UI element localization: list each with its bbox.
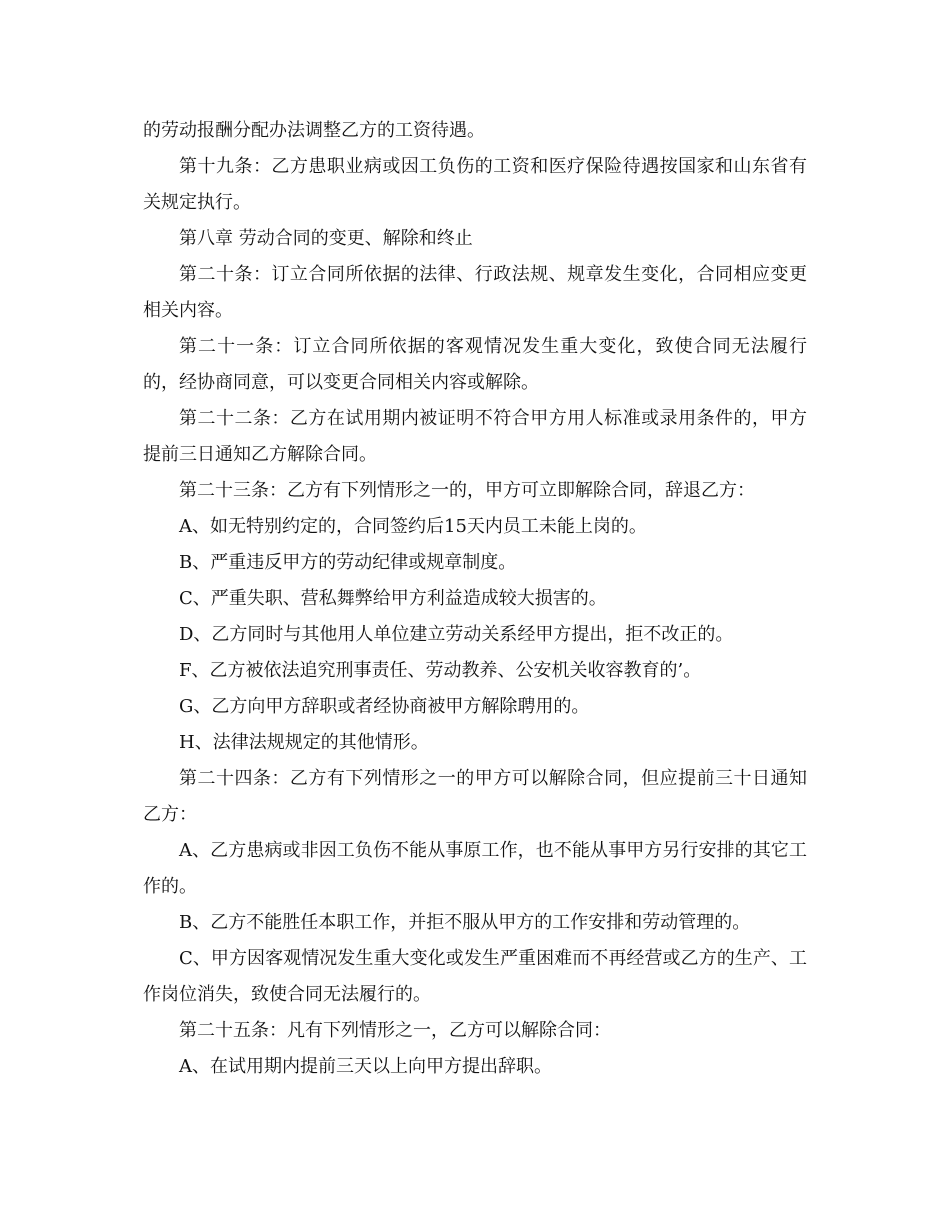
list-item-25-a: A、在试用期内提前三天以上向甲方提出辞职。 [179,1056,552,1077]
paragraph-article-23: 第二十三条：乙方有下列情形之一的，甲方可立即解除合同，辞退乙方： [179,480,755,501]
paragraph-1: 的劳动报酬分配办法调整乙方的工资待遇。 [143,120,485,141]
list-item-23-g: G、乙方向甲方辞职或者经协商被甲方解除聘用的。 [179,696,590,717]
document-body [143,113,807,1085]
list-item-24-b: B、乙方不能胜任本职工作，并拒不服从甲方的工作安排和劳动管理的。 [179,912,751,933]
list-item-23-c: C、严重失职、营私舞弊给甲方利益造成较大损害的。 [179,588,607,609]
list-item-23-h: H、法律法规规定的其他情形。 [179,732,429,753]
paragraph-article-24: 第二十四条：乙方有下列情形之一的甲方可以解除合同，但应提前三十日通知乙方： [143,768,807,825]
list-item-23-b: B、严重违反甲方的劳动纪律或规章制度。 [179,552,517,573]
list-item-24-c: C、甲方因客观情况发生重大变化或发生严重困难而不再经营或乙方的生产、工作岗位消失，致使合同无法履行的。 [143,948,807,1005]
list-item-23-d: D、乙方同时与其他用人单位建立劳动关系经甲方提出，拒不改正的。 [179,624,734,645]
paragraph-article-22: 第二十二条：乙方在试用期内被证明不符合甲方用人标准或录用条件的，甲方提前三日通知乙方解除合同。 [143,408,807,465]
chapter-8-heading: 第八章 劳动合同的变更、解除和终止 [179,228,473,249]
paragraph-article-19: 第十九条：乙方患职业病或因工负伤的工资和医疗保险待遇按国家和山东省有关规定执行。 [143,156,807,213]
paragraph-article-21: 第二十一条：订立合同所依据的客观情况发生重大变化，致使合同无法履行的，经协商同意，可以变更合同相关内容或解除。 [143,336,807,393]
list-item-24-a: A、乙方患病或非因工负伤不能从事原工作，也不能从事甲方另行安排的其它工作的。 [143,840,807,897]
list-item-23-a: A、如无特别约定的，合同签约后15天内员工未能上岗的。 [179,516,647,537]
list-item-23-f: F、乙方被依法追究刑事责任、劳动教养、公安机关收容教育的’。 [179,660,702,681]
paragraph-article-25: 第二十五条：凡有下列情形之一，乙方可以解除合同： [179,1020,611,1041]
paragraph-article-20: 第二十条：订立合同所依据的法律、行政法规、规章发生变化，合同相应变更相关内容。 [143,264,807,321]
